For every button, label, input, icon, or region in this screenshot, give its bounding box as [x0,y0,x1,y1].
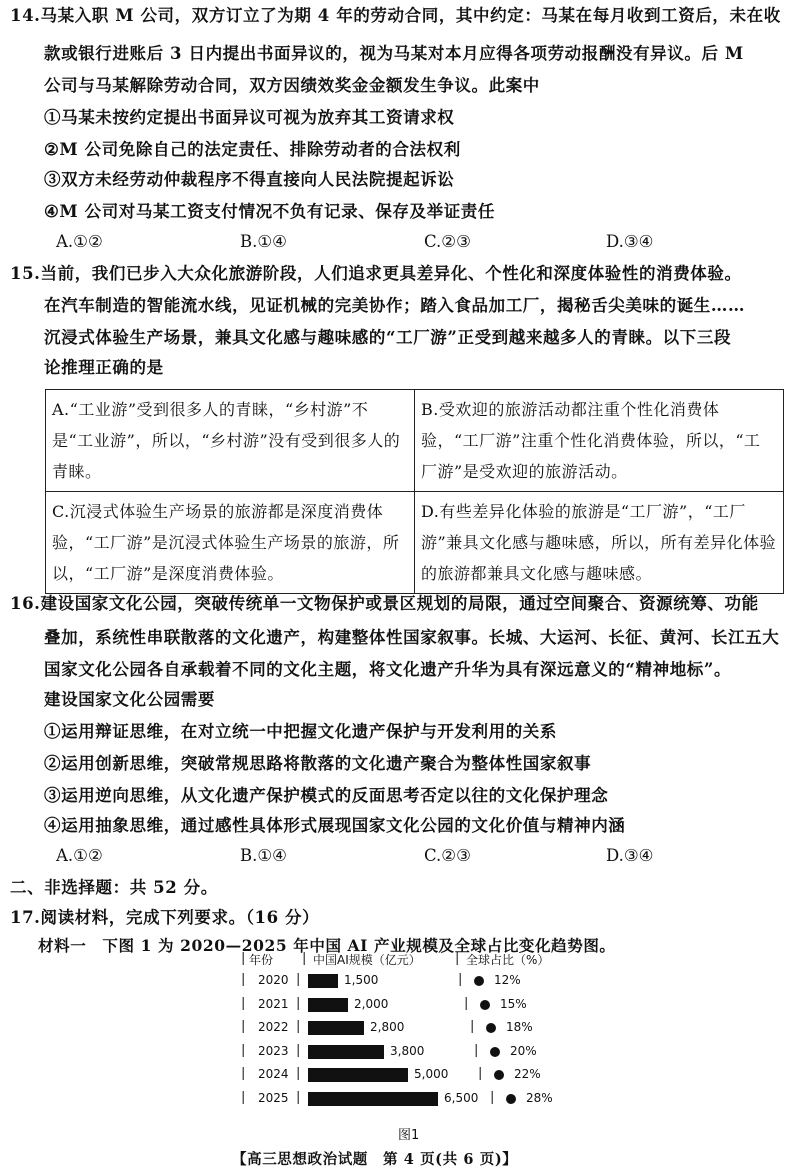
share-dot [494,1070,504,1080]
q16-option-b[interactable]: B.①④ [240,846,287,865]
row-divider: | [464,995,469,1011]
scale-value-label: 1,500 [344,973,379,987]
row-divider: | [241,995,246,1011]
share-dot [486,1023,496,1033]
row-divider: | [241,972,246,987]
year-label: 2022 [258,1020,289,1035]
scale-value-label: 6,500 [444,1091,479,1105]
year-label: 2024 [258,1067,289,1082]
row-divider: | [474,1042,479,1058]
q16-option-d[interactable]: D.③④ [606,846,654,865]
share-value-label: 22% [514,1067,541,1082]
scale-value-label: 2,800 [370,1020,405,1035]
row-divider: | [241,1019,246,1035]
share-dot [506,1094,516,1104]
row-divider: | [296,1042,301,1058]
q16-line-2: 叠加，系统性串联散落的文化遗产，构建整体性国家叙事。长城、大运河、长征、黄河、长江五大 [44,628,780,647]
q14-option-d[interactable]: D.③④ [606,232,654,251]
scale-bar [308,998,348,1012]
q14-line-3: 公司与马某解除劳动合同，双方因绩效奖金金额发生争议。此案中 [44,76,540,95]
share-value-label: 18% [506,1020,533,1035]
q14-line-2: 款或银行进账后 3 日内提出书面异议的，视为马某对本月应得各项劳动报酬没有异议。后 M [44,44,744,63]
row-divider: | [296,995,301,1011]
row-divider: | [241,1090,246,1105]
chart-header-year: 年份 [249,953,274,967]
row-divider: | [478,1066,483,1082]
q17-material-1: 材料一 下图 1 为 2020—2025 年中国 AI 产业规模及全球占比变化趋势图。 [38,936,616,955]
chart-header-share: 全球占比（%） [466,953,550,967]
scale-bar [308,1045,384,1059]
year-label: 2025 [258,1091,289,1105]
row-divider: | [296,972,301,987]
chart-header-scale: 中国AI规模（亿元） [313,953,421,967]
q17-title: 17.阅读材料，完成下列要求。（16 分） [10,908,320,927]
q15-line-4: 论推理正确的是 [44,358,164,377]
q16-item-3: ③运用逆向思维，从文化遗产保护模式的反面思考否定以往的文化保护理念 [44,786,609,805]
scale-bar [308,1092,438,1106]
q16-item-4: ④运用抽象思维，通过感性具体形式展现国家文化公园的文化价值与精神内涵 [44,816,626,835]
q14-option-b[interactable]: B.①④ [240,232,287,251]
q16-line-1: 16.建设国家文化公园，突破传统单一文物保护或景区规划的局限，通过空间聚合、资源统筹、功能 [10,594,759,613]
q16-item-1: ①运用辩证思维，在对立统一中把握文化遗产保护与开发利用的关系 [44,722,557,741]
scale-bar [308,1068,408,1082]
page-footer: 【高三思想政治试题 第 4 页(共 6 页)】 [232,1151,518,1168]
q16-item-2: ②运用创新思维，突破常规思路将散落的文化遗产聚合为整体性国家叙事 [44,754,592,773]
q15-line-1: 15.当前，我们已步入大众化旅游阶段，人们追求更具差异化、个性化和深度体验性的消费体验。 [10,264,742,283]
chart-header-divider: | [241,951,246,966]
scale-value-label: 3,800 [390,1043,425,1058]
q15-cell-a[interactable]: A.“工业游”受到很多人的青睐，“乡村游”不是“工业游”，所以，“乡村游”没有受到很多人的青睐。 [46,390,415,492]
q14-item-2: ②M 公司免除自己的法定责任、排除劳动者的合法权利 [44,140,461,159]
q15-line-3: 沉浸式体验生产场景，兼具文化感与趣味感的“工厂游”正受到越来越多人的青睐。以下三段 [44,328,732,347]
row-divider: | [241,1042,246,1058]
share-value-label: 28% [526,1091,553,1105]
year-label: 2023 [258,1043,289,1058]
share-value-label: 15% [500,996,527,1011]
row-divider: | [296,1066,301,1082]
chart-header-divider: | [302,951,307,966]
q14-item-1: ①马某未按约定提出书面异议可视为放弃其工资请求权 [44,108,455,127]
q16-line-4: 建设国家文化公园需要 [44,690,215,709]
q14-item-4: ④M 公司对马某工资支付情况不负有记录、保存及举证责任 [44,202,496,221]
q15-line-2: 在汽车制造的智能流水线，见证机械的完美协作；踏入食品加工厂，揭秘舌尖美味的诞生…… [44,296,746,315]
share-dot [474,976,484,986]
row-divider: | [470,1019,475,1035]
q16-option-a[interactable]: A.①② [56,846,103,865]
q14-line-1: 14.马某入职 M 公司，双方订立了为期 4 年的劳动合同，其中约定：马某在每月收到工资后，未在收 [10,6,781,25]
year-label: 2020 [258,973,289,987]
q14-option-a[interactable]: A.①② [56,232,103,251]
row-divider: | [490,1090,495,1105]
year-label: 2021 [258,996,289,1011]
scale-bar [308,1021,364,1035]
chart-header-divider: | [455,951,460,966]
share-dot [480,1000,490,1010]
q15-cell-c[interactable]: C.沉浸式体验生产场景的旅游都是深度消费体验，“工厂游”是沉浸式体验生产场景的旅游，所以，“工厂游”是深度消费体验。 [46,492,415,594]
row-divider: | [241,1066,246,1082]
row-divider: | [458,972,463,987]
q16-line-3: 国家文化公园各自承载着不同的文化主题，将文化遗产升华为具有深远意义的“精神地标”。 [44,660,732,679]
q14-item-3: ③双方未经劳动仲裁程序不得直接向人民法院提起诉讼 [44,170,455,189]
share-dot [490,1047,500,1057]
q15-cell-d[interactable]: D.有些差异化体验的旅游是“工厂游”，“工厂游”兼具文化感与趣味感，所以，所有差异化体验的旅游都兼具文化感与趣味感。 [415,492,784,594]
q14-option-c[interactable]: C.②③ [424,232,471,251]
row-divider: | [296,1090,301,1105]
row-divider: | [296,1019,301,1035]
share-value-label: 20% [510,1043,537,1058]
q16-option-c[interactable]: C.②③ [424,846,471,865]
q15-cell-b[interactable]: B.受欢迎的旅游活动都注重个性化消费体验，“工厂游”注重个性化消费体验，所以，“工厂游”是受欢迎的旅游活动。 [415,390,784,492]
scale-bar [308,974,338,988]
figure-caption: 图1 [398,1128,420,1143]
scale-value-label: 5,000 [414,1067,449,1082]
share-value-label: 12% [494,973,521,987]
scale-value-label: 2,000 [354,996,389,1011]
section-2-heading: 二、非选择题：共 52 分。 [10,878,218,897]
